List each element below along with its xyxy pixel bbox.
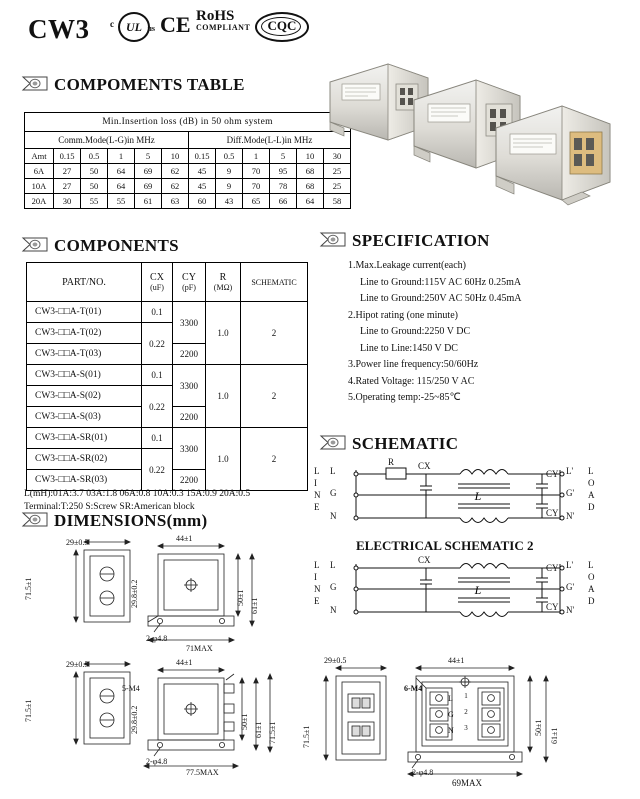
- schematic1-load-label: A: [588, 490, 595, 500]
- dim-label-61: 61±1: [250, 597, 259, 614]
- schematic1-line-label: E: [314, 502, 320, 512]
- table-row: [25, 179, 351, 194]
- cell: 25: [324, 164, 351, 179]
- col-header-freq: 0.5: [81, 149, 108, 164]
- cy-value: 3300: [173, 428, 206, 470]
- col-header-part: PART/NO.: [27, 263, 142, 302]
- cell: 70: [243, 164, 270, 179]
- r-label: R: [219, 272, 227, 283]
- cell: 65: [243, 194, 270, 209]
- dim-label-29_8: 29.8±0.2: [130, 579, 139, 608]
- cell: 9: [216, 164, 243, 179]
- col-header-freq: 1: [243, 149, 270, 164]
- table-row: [25, 194, 351, 209]
- dim-label-29_8: 29.8±0.2: [130, 705, 139, 734]
- cell: 25: [324, 179, 351, 194]
- dim-label-71_5: 71.5±1: [302, 725, 311, 748]
- schematic2-cy-top-label: CY: [546, 563, 559, 573]
- rohs-mark: [196, 9, 250, 33]
- schematic1-r-label: R: [388, 457, 395, 467]
- table-row: [25, 149, 351, 164]
- schematic1-cy-bottom-label: CY: [546, 508, 559, 518]
- spec-item: 1.Max.Leakage current(each): [348, 260, 466, 271]
- dim-label-71_5: 71.5±1: [268, 721, 277, 744]
- cell: 62: [162, 179, 189, 194]
- spec-item: Line to Line:1450 V DC: [360, 342, 458, 354]
- section-title-components-table: COMPOMENTS TABLE: [54, 75, 245, 94]
- dim-label-2phi48: 2-φ4.8: [146, 757, 168, 766]
- part-number: CW3-□□A-SR(03): [27, 470, 142, 491]
- col-header-freq: 0.5: [216, 149, 243, 164]
- cy-value: 2200: [173, 470, 206, 491]
- r-unit: (MΩ): [213, 283, 233, 292]
- dim-label-50: 50±1: [534, 719, 543, 736]
- dim-label-29: 29±0.5: [66, 538, 89, 547]
- r-value: 1.0: [206, 428, 241, 491]
- schematic2-term-g-out: G': [566, 582, 575, 592]
- table-row: [27, 365, 308, 386]
- part-number: CW3-□□A-SR(01): [27, 428, 142, 449]
- part-number: CW3-□□A-S(01): [27, 365, 142, 386]
- section-bullet-icon: [22, 76, 48, 91]
- cell: 62: [162, 164, 189, 179]
- table-row: [27, 263, 308, 302]
- schematic1-cx-label: CX: [418, 461, 431, 471]
- schematic1-term-l-out: L': [566, 466, 574, 476]
- dim-label-50: 50±1: [240, 713, 249, 730]
- rohs-label: RoHS: [196, 8, 235, 24]
- col-header-cx: [142, 263, 173, 302]
- insertion-loss-table: [24, 112, 351, 209]
- cell: 43: [216, 194, 243, 209]
- schematic-ref: 2: [241, 428, 308, 491]
- schematic2-line-label: I: [314, 572, 317, 582]
- svg-text:3: 3: [464, 724, 468, 732]
- schematic1-load-label: O: [588, 478, 595, 488]
- dim-label-71max: 71MAX: [186, 644, 213, 653]
- section-title-specification: SPECIFICATION: [352, 231, 490, 250]
- schematic2-line-label: N: [314, 584, 321, 594]
- section-bullet-icon: [320, 435, 346, 450]
- dim-label-71_5: 71.5±1: [24, 699, 33, 722]
- col-header-freq: 10: [297, 149, 324, 164]
- cx-value: 0.22: [142, 449, 173, 491]
- schematic1-cy-top-label: CY: [546, 469, 559, 479]
- schematic1-load-label: L: [588, 466, 594, 476]
- dim-label-6m4: 6-M4: [404, 684, 423, 693]
- spec-item: 4.Rated Voltage: 115/250 V AC: [348, 375, 475, 387]
- table-row: [25, 132, 351, 149]
- group-header-diff: Diff.Mode(L-L)in MHz: [189, 132, 351, 149]
- cqc-label: CQC: [267, 18, 297, 33]
- spec-item: 5.Operating temp:-25~85℃: [348, 392, 461, 403]
- cell: 45: [189, 179, 216, 194]
- cell: 61: [135, 194, 162, 209]
- cell: 64: [108, 164, 135, 179]
- dim-label-29: 29±0.5: [66, 660, 89, 669]
- row-amp: 6A: [25, 164, 54, 179]
- cell: 30: [54, 194, 81, 209]
- cqc-inner-ring: [261, 17, 301, 36]
- schematic1-line-label: L: [314, 466, 320, 476]
- cy-value: 3300: [173, 302, 206, 344]
- schematic1-term-g-out: G': [566, 488, 575, 498]
- cell: 55: [81, 194, 108, 209]
- cell: 78: [270, 179, 297, 194]
- svg-text:L: L: [474, 489, 482, 503]
- part-number: CW3-□□A-T(01): [27, 302, 142, 323]
- group-header-common: Comm.Mode(L-G)in MHz: [25, 132, 189, 149]
- schematic2-term-l: L: [330, 560, 336, 570]
- product-photo: [318, 48, 624, 218]
- cell: 50: [81, 164, 108, 179]
- dim-label-50: 50±1: [236, 589, 245, 606]
- schematic-diagram-1: [310, 462, 630, 534]
- schematic2-term-g: G: [330, 582, 337, 592]
- cell: 60: [189, 194, 216, 209]
- cell: 58: [324, 194, 351, 209]
- col-header-amt: Amt: [25, 149, 54, 164]
- col-header-cy: [173, 263, 206, 302]
- ul-c-label: c: [110, 19, 114, 29]
- schematic-ref: 2: [241, 302, 308, 365]
- terminal-label-g: G: [448, 710, 454, 719]
- table-row: [27, 302, 308, 323]
- table-row: [25, 164, 351, 179]
- schematic1-term-l: L: [330, 466, 336, 476]
- schematic-diagram-2: [310, 556, 630, 628]
- spec-item: Line to Ground:250V AC 50Hz 0.45mA: [360, 293, 522, 304]
- schematic1-load-label: D: [588, 502, 595, 512]
- cell: 69: [135, 164, 162, 179]
- schematic2-load-label: D: [588, 596, 595, 606]
- cx-label: CX: [150, 272, 164, 283]
- dim-label-44: 44±1: [176, 658, 193, 667]
- schematic1-line-label: I: [314, 478, 317, 488]
- cqc-mark-icon: [255, 12, 309, 42]
- cell: 27: [54, 164, 81, 179]
- ul-oval-icon: UL: [118, 12, 150, 42]
- cell: 45: [189, 164, 216, 179]
- cx-unit: (uF): [150, 283, 164, 292]
- cx-value: 0.1: [142, 302, 173, 323]
- cell: 69: [135, 179, 162, 194]
- cell: 66: [270, 194, 297, 209]
- col-header-freq: 5: [135, 149, 162, 164]
- dim-label-61: 61±1: [254, 721, 263, 738]
- cell: 64: [108, 179, 135, 194]
- cell: 95: [270, 164, 297, 179]
- schematic2-load-label: L: [588, 560, 594, 570]
- cx-value: 0.22: [142, 386, 173, 428]
- part-number: CW3-□□A-S(02): [27, 386, 142, 407]
- section-title-schematic: SCHEMATIC: [352, 434, 459, 453]
- part-number: CW3-□□A-S(03): [27, 407, 142, 428]
- part-number: CW3-□□A-T(02): [27, 323, 142, 344]
- row-amp: 10A: [25, 179, 54, 194]
- cell: 9: [216, 179, 243, 194]
- dim-label-44: 44±1: [448, 656, 465, 665]
- filter-unit-1: [330, 64, 428, 140]
- svg-text:2: 2: [464, 708, 468, 716]
- spec-item: 3.Power line frequency:50/60Hz: [348, 359, 479, 370]
- schematic2-load-label: A: [588, 584, 595, 594]
- section-bullet-icon: [22, 512, 48, 527]
- col-header-freq: 1: [108, 149, 135, 164]
- r-value: 1.0: [206, 302, 241, 365]
- table-row: [27, 428, 308, 449]
- note-line-2: Terminal:T:250 S:Screw SR:American block: [24, 502, 195, 512]
- row-amp: 20A: [25, 194, 54, 209]
- spec-item: Line to Ground:115V AC 60Hz 0.25mA: [360, 276, 522, 288]
- dim-label-61: 61±1: [550, 727, 559, 744]
- section-bullet-icon: [22, 237, 48, 252]
- cell: 27: [54, 179, 81, 194]
- schematic1-line-label: N: [314, 490, 321, 500]
- dim-label-44: 44±1: [176, 534, 193, 543]
- components-table: [26, 262, 308, 491]
- col-header-freq: 10: [162, 149, 189, 164]
- dim-label-29: 29±0.5: [324, 656, 347, 665]
- insertion-loss-title: Min.Insertion loss (dB) in 50 ohm system: [25, 113, 351, 132]
- specification-list: [348, 258, 521, 407]
- section-bullet-icon: [320, 232, 346, 247]
- part-number: CW3-□□A-SR(02): [27, 449, 142, 470]
- cell: 64: [297, 194, 324, 209]
- schematic2-cy-bottom-label: CY: [546, 602, 559, 612]
- cy-unit: (pF): [182, 283, 196, 292]
- r-value: 1.0: [206, 365, 241, 428]
- cy-value: 2200: [173, 344, 206, 365]
- col-header-freq: 0.15: [54, 149, 81, 164]
- dim-label-5m4: 5-M4: [122, 684, 140, 693]
- dim-label-77_5max: 77.5MAX: [186, 768, 219, 777]
- cx-value: 0.1: [142, 428, 173, 449]
- dimension-view-c-body: [404, 648, 604, 782]
- section-title-electrical-schematic-2: ELECTRICAL SCHEMATIC 2: [356, 538, 534, 553]
- ul-us-label: us: [147, 24, 155, 33]
- svg-text:1: 1: [464, 692, 468, 700]
- col-header-freq: 0.15: [189, 149, 216, 164]
- terminal-label-l: L: [448, 694, 453, 703]
- col-header-freq: 5: [270, 149, 297, 164]
- schematic2-cx-label: CX: [418, 555, 431, 565]
- terminal-label-n: N: [448, 726, 454, 735]
- cy-value: 2200: [173, 407, 206, 428]
- dim-label-2phi48: 2-φ4.8: [412, 768, 434, 777]
- table-row: [25, 113, 351, 132]
- svg-text:L: L: [474, 583, 482, 597]
- schematic-ref: 2: [241, 365, 308, 428]
- schematic2-load-label: O: [588, 572, 595, 582]
- schematic2-line-label: E: [314, 596, 320, 606]
- schematic1-term-n: N: [330, 511, 337, 521]
- schematic2-term-n: N: [330, 605, 337, 615]
- page-header: [0, 0, 640, 52]
- schematic2-term-n-out: N': [566, 605, 575, 615]
- cell: 50: [81, 179, 108, 194]
- cell: 70: [243, 179, 270, 194]
- col-header-freq: 30: [324, 149, 351, 164]
- part-number: CW3-□□A-T(03): [27, 344, 142, 365]
- cell: 63: [162, 194, 189, 209]
- ul-certification-mark: [110, 10, 154, 40]
- section-title-dimensions: DIMENSIONS(mm): [54, 511, 208, 530]
- note-line-1: L(mH):01A:3.7 03A:1.8 06A:0.8 10A:0.3 15A:0.9 20A:0.5: [24, 489, 251, 499]
- dim-label-2phi48: 2-φ4.8: [146, 634, 168, 643]
- schematic2-line-label: L: [314, 560, 320, 570]
- schematic1-term-g: G: [330, 488, 337, 498]
- spec-item: Line to Ground:2250 V DC: [360, 326, 471, 337]
- spec-item: 2.Hipot rating (one minute): [348, 309, 458, 321]
- cx-value: 0.22: [142, 323, 173, 365]
- col-header-schematic: SCHEMATIC: [241, 263, 308, 302]
- schematic2-term-l-out: L': [566, 560, 574, 570]
- cy-value: 3300: [173, 365, 206, 407]
- dim-label-69max: 69MAX: [452, 778, 483, 788]
- col-header-r: [206, 263, 241, 302]
- rohs-compliant-label: COMPLIANT: [196, 23, 251, 32]
- dim-label-71_5: 71.5±1: [24, 577, 33, 600]
- schematic1-term-n-out: N': [566, 511, 575, 521]
- cell: 55: [108, 194, 135, 209]
- cell: 68: [297, 179, 324, 194]
- ce-mark-icon: CE: [160, 12, 191, 37]
- cy-label: CY: [182, 272, 196, 283]
- cx-value: 0.1: [142, 365, 173, 386]
- section-title-components: COMPONENTS: [54, 236, 179, 255]
- model-title: CW3: [28, 14, 90, 44]
- cell: 68: [297, 164, 324, 179]
